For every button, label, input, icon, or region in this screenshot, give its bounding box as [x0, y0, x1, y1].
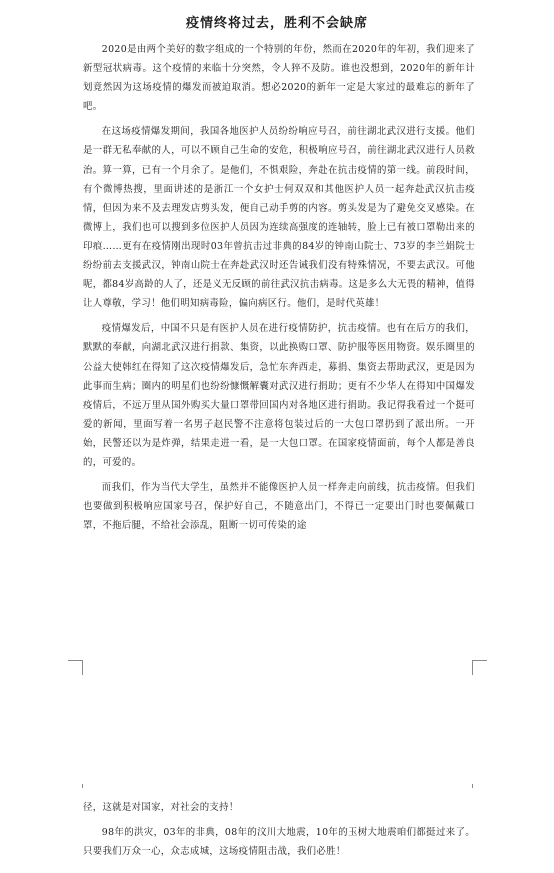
document-page-2	[0, 788, 554, 873]
page-break-gap	[0, 676, 554, 788]
paragraph-5: 98年的洪灾，03年的非典，08年的汶川大地震，10年的玉树大地震咱们都挺过来了。只要我们万众一心，众志成城，这场疫情阻击战，我们必胜！	[83, 827, 475, 858]
document-title: 疫情终将过去，胜利不会缺席	[185, 16, 368, 31]
margin-mark-bottom-right	[472, 660, 487, 675]
paragraph-2: 在这场疫情爆发期间，我国各地医护人员纷纷响应号召，前往湖北武汉进行支援。他们是一群无私奉献的人，可以不顾自己生命的安危，积极响应号召，前往湖北武汉进行人员救治。算一算，已有一个月余了。是他们，不惧艰险，奔赴在抗击疫情的第一线。前段时间，有个微博热搜，里面讲述的是浙江一个女护士何双双和其他医护人员一起奔赴武汉抗击疫情，但因为来不及去理发店剪头发，便自己动手剪的内容。剪头发是为了避免交叉感染。在微博上，我们也可以搜到多位医护人员因为连续高强度的连轴转，脸上已有被口罩勒出来的印痕……更有在疫情刚出现时03年曾抗击过非典的84岁的钟南山院士、73岁的李兰娟院士纷纷前去支援武汉，钟南山院士在奔赴武汉时还告诫我们没有特殊情况，不要去武汉。可他呢，都84岁高龄的人了，还是义无反顾的前往武汉抗击病毒。这是多么大无畏的精神，值得让人尊敬，学习！他们明知病毒险，偏向病区行。他们，是时代英雄！	[83, 126, 475, 310]
margin-mark-bottom-left	[68, 660, 83, 675]
paragraph-3: 疫情爆发后，中国不只是有医护人员在进行疫情防护，抗击疫情。也有在后方的我们，默默的奉献，向湖北武汉进行捐款、集资，以此换购口罩、防护服等医用物资。娱乐圈里的公益大使韩红在得知了这次疫情爆发后，急忙东奔西走，募捐、集资去帮助武汉，更是因为此事而生病；圈内的明星们也纷纷慷慨解囊对武汉进行捐助；更有不少华人在得知中国爆发疫情后，不远万里从国外购买大量口罩带回国内对各地区进行捐助。我记得我看过一个挺可爱的新闻，里面写着一名男子赵民警不注意将包装过后的一大包口罩扔到了派出所。一开始，民警还以为是炸弹，结果走进一看，是一大包口罩。在国家疫情面前，每个人都是善良的，可爱的。	[83, 323, 475, 468]
document-body-page-1	[83, 40, 475, 541]
paragraph-1: 2020是由两个美好的数字组成的一个特别的年份，然而在2020年的年初，我们迎来了新型冠状病毒。这个疫情的来临十分突然，令人猝不及防。谁也没想到，2020年的新年计划竟然因为这场疫情的爆发而被迫取消。想必2020的新年一定是大家过的最难忘的新年了吧。	[83, 44, 475, 113]
paragraph-4-continuation: 径，这就是对国家，对社会的支持！	[83, 802, 239, 813]
document-body-page-2	[83, 798, 475, 867]
paragraph-4: 而我们，作为当代大学生，虽然并不能像医护人员一样奔走向前线，抗击疫情。但我们也要做到积极响应国家号召，保护好自己，不随意出门，不得已一定要出门时也要佩戴口罩，不拖后腿，不给社会添乱，阻断一切可传染的途	[83, 482, 475, 532]
